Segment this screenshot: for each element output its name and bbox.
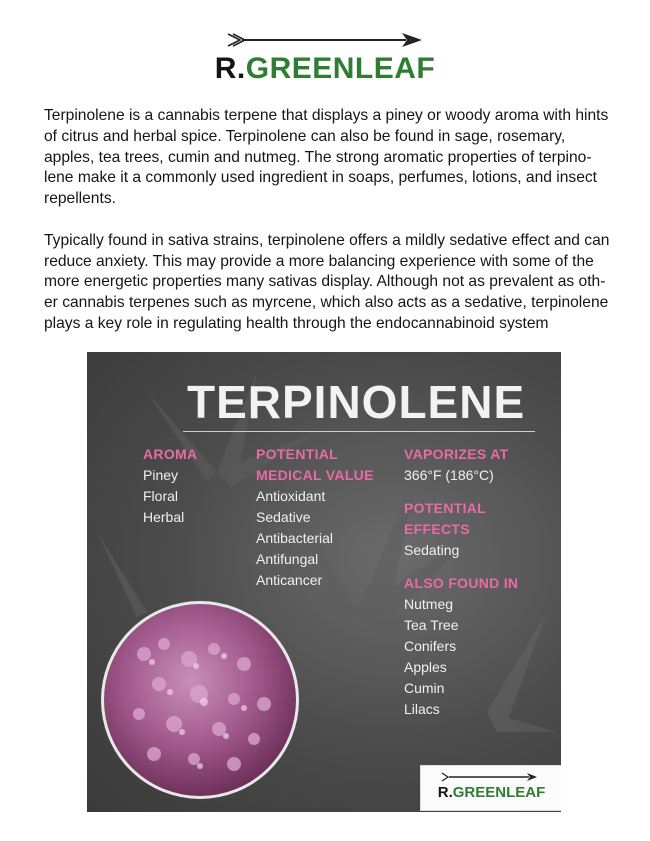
medical-item: Antifungal	[256, 551, 319, 567]
aroma-item: Floral	[143, 488, 179, 504]
aroma-column	[143, 444, 197, 528]
lilac-blossoms	[104, 604, 296, 796]
terpene-infographic	[87, 352, 561, 812]
medical-heading: MEDICAL VALUE	[256, 467, 374, 483]
medical-item: Anticancer	[256, 572, 323, 588]
medical-item: Sedative	[256, 509, 311, 525]
vaporizes-heading: VAPORIZES AT	[404, 446, 509, 462]
found-item: Tea Tree	[404, 617, 459, 633]
effects-item: Sedating	[404, 542, 460, 558]
paragraph: Typically found in sativa strains, terpinolene offers a mildly sedative effect and can reduce anxiety. This may provide a more balancing experience with some of the more energetic properties many sativas display. Although not as prevalent as oth-er cannabis terpenes such as myrcene, which also acts as a sedative, terpinolene plays a key role in regulating health through the endocannabinoid system	[44, 231, 610, 332]
lilac-flower-image	[101, 601, 299, 799]
found-heading: ALSO FOUND IN	[404, 575, 519, 591]
vaporizes-value: 366°F (186°C)	[404, 467, 494, 483]
brand-wordmark: R.GREENLEAF	[214, 52, 436, 85]
details-column	[404, 444, 518, 720]
paragraph: Terpinolene is a cannabis terpene that displays a piney or woody aroma with hints of citrus and herbal spice. Terpinolene can also be found in sage, rosemary, apples, tea trees, cumin and nutmeg. The strong aromatic properties of terpino-lene make it a commonly used ingredient in soaps, perfumes, lotions, and insect repellents.	[44, 107, 609, 208]
badge-wordmark: R.GREENLEAF	[437, 784, 546, 801]
found-item: Lilacs	[404, 701, 440, 717]
medical-heading: POTENTIAL	[256, 446, 339, 462]
arrow-icon	[226, 32, 422, 48]
found-item: Apples	[404, 659, 447, 675]
medical-item: Antibacterial	[256, 530, 334, 546]
medical-column	[256, 444, 374, 591]
article-body	[44, 106, 612, 335]
found-item: Nutmeg	[404, 596, 454, 612]
aroma-heading: AROMA	[143, 446, 198, 462]
arrow-icon	[441, 772, 537, 782]
title-divider	[183, 431, 535, 432]
header-logo	[0, 28, 650, 90]
badge-logo	[420, 765, 561, 811]
poster-title: TERPINOLENE	[187, 376, 526, 428]
aroma-item: Herbal	[143, 509, 185, 525]
effects-heading: EFFECTS	[404, 521, 470, 537]
found-item: Cumin	[404, 680, 445, 696]
medical-item: Antioxidant	[256, 488, 326, 504]
aroma-item: Piney	[143, 467, 179, 483]
effects-heading: POTENTIAL	[404, 500, 487, 516]
found-item: Conifers	[404, 638, 457, 654]
